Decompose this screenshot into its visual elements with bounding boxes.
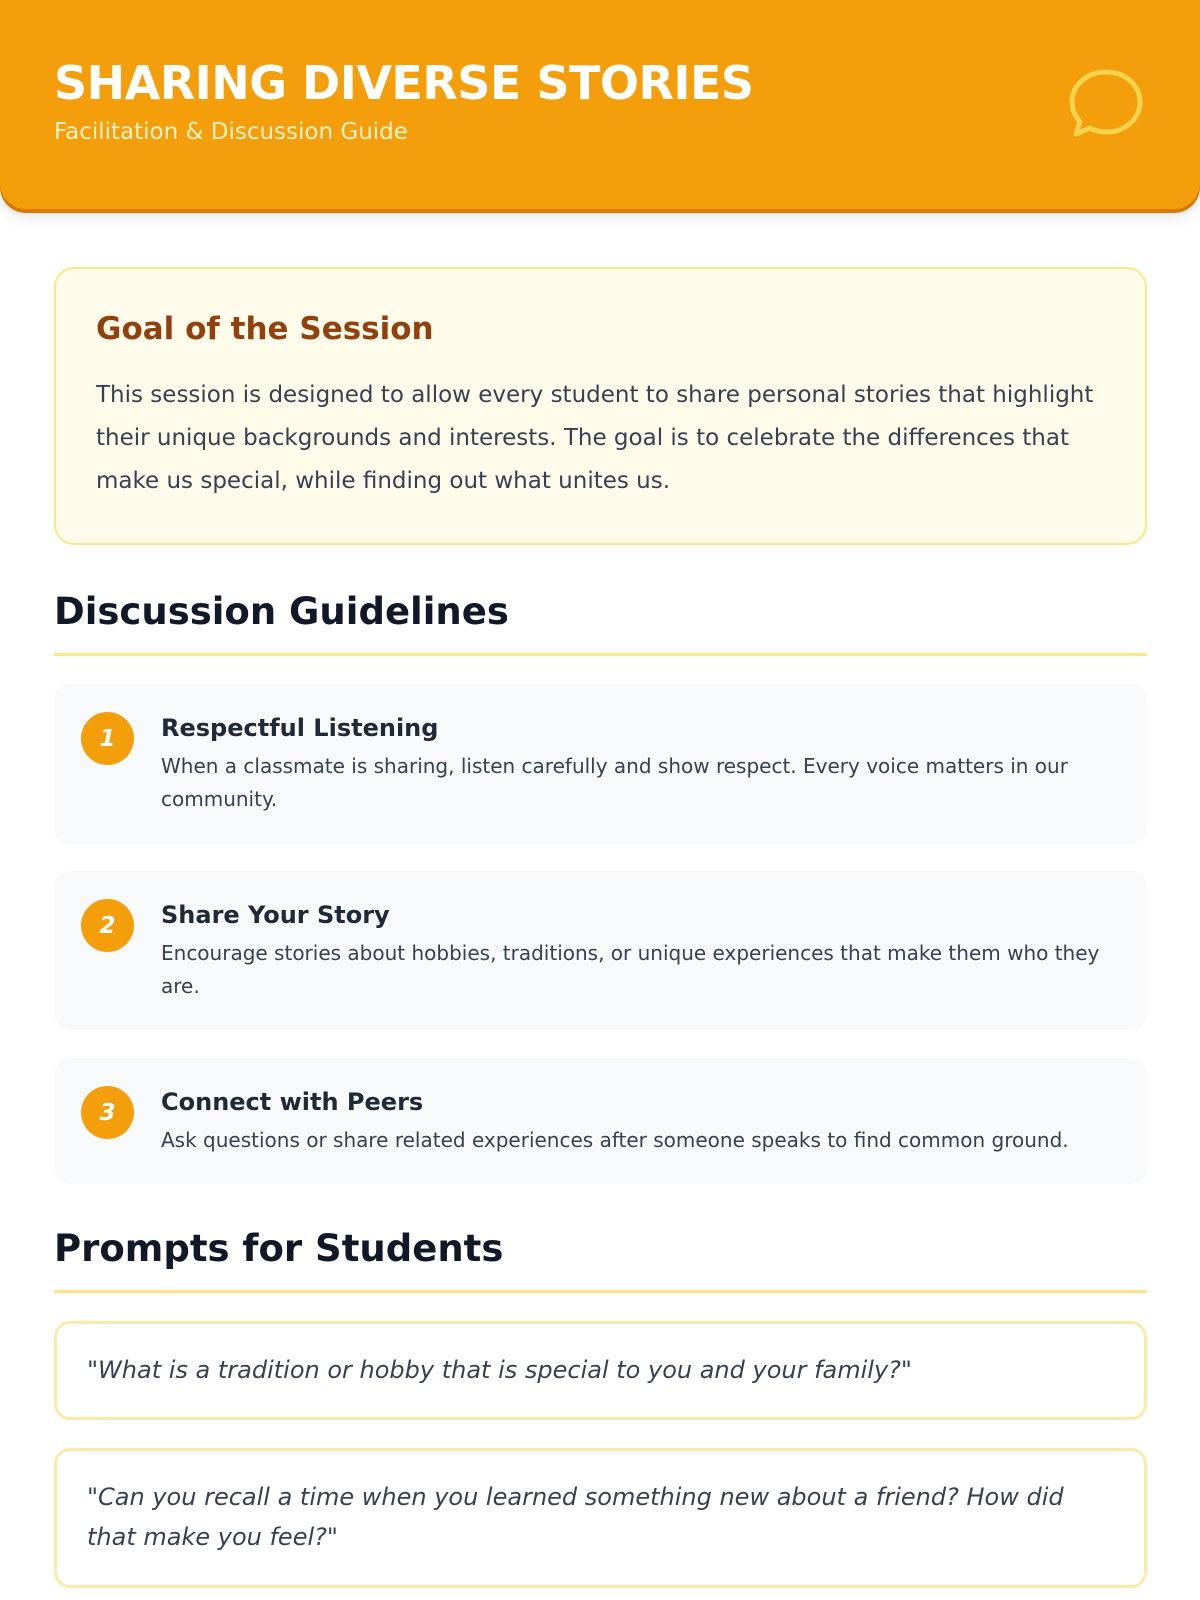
chat-bubble-icon [1068, 66, 1144, 142]
guideline-text: Ask questions or share related experiences after someone speaks to find common ground. [161, 1128, 1069, 1152]
guideline-number-badge: 1 [81, 712, 134, 765]
prompt-text: "Can you recall a time when you learned something new about a friend? How did that make you feel?" [87, 1483, 1064, 1551]
guideline-text: Encourage stories about hobbies, traditions, or unique experiences that make them who they are. [161, 941, 1100, 998]
guideline-number-badge: 2 [81, 899, 134, 952]
guideline-number-badge: 3 [81, 1086, 134, 1139]
page-subtitle: Facilitation & Discussion Guide [54, 119, 408, 145]
guidelines-heading: Discussion Guidelines [54, 590, 509, 633]
goal-text: This session is designed to allow every student to share personal stories that highlight their unique backgrounds and interests. The goal is to celebrate the differences that make us special, while finding out what unites us. [96, 382, 1094, 494]
page-header [0, 0, 1200, 209]
guideline-title: Respectful Listening [161, 714, 439, 742]
page-title: SHARING DIVERSE STORIES [54, 56, 754, 110]
guideline-text: When a classmate is sharing, listen carefully and show respect. Every voice matters in our community. [161, 754, 1068, 811]
prompts-heading: Prompts for Students [54, 1227, 504, 1270]
goal-section [54, 267, 1147, 545]
guideline-title: Connect with Peers [161, 1088, 424, 1116]
guideline-card [54, 871, 1147, 1030]
prompt-card [54, 1448, 1147, 1588]
prompt-text: "What is a tradition or hobby that is special to you and your family?" [87, 1356, 912, 1384]
guideline-card [54, 684, 1147, 844]
goal-title: Goal of the Session [96, 311, 434, 347]
guidelines-divider [54, 653, 1147, 656]
guideline-title: Share Your Story [161, 901, 390, 929]
guideline-card [54, 1058, 1147, 1184]
prompt-card [54, 1321, 1147, 1420]
prompts-divider [54, 1290, 1147, 1293]
